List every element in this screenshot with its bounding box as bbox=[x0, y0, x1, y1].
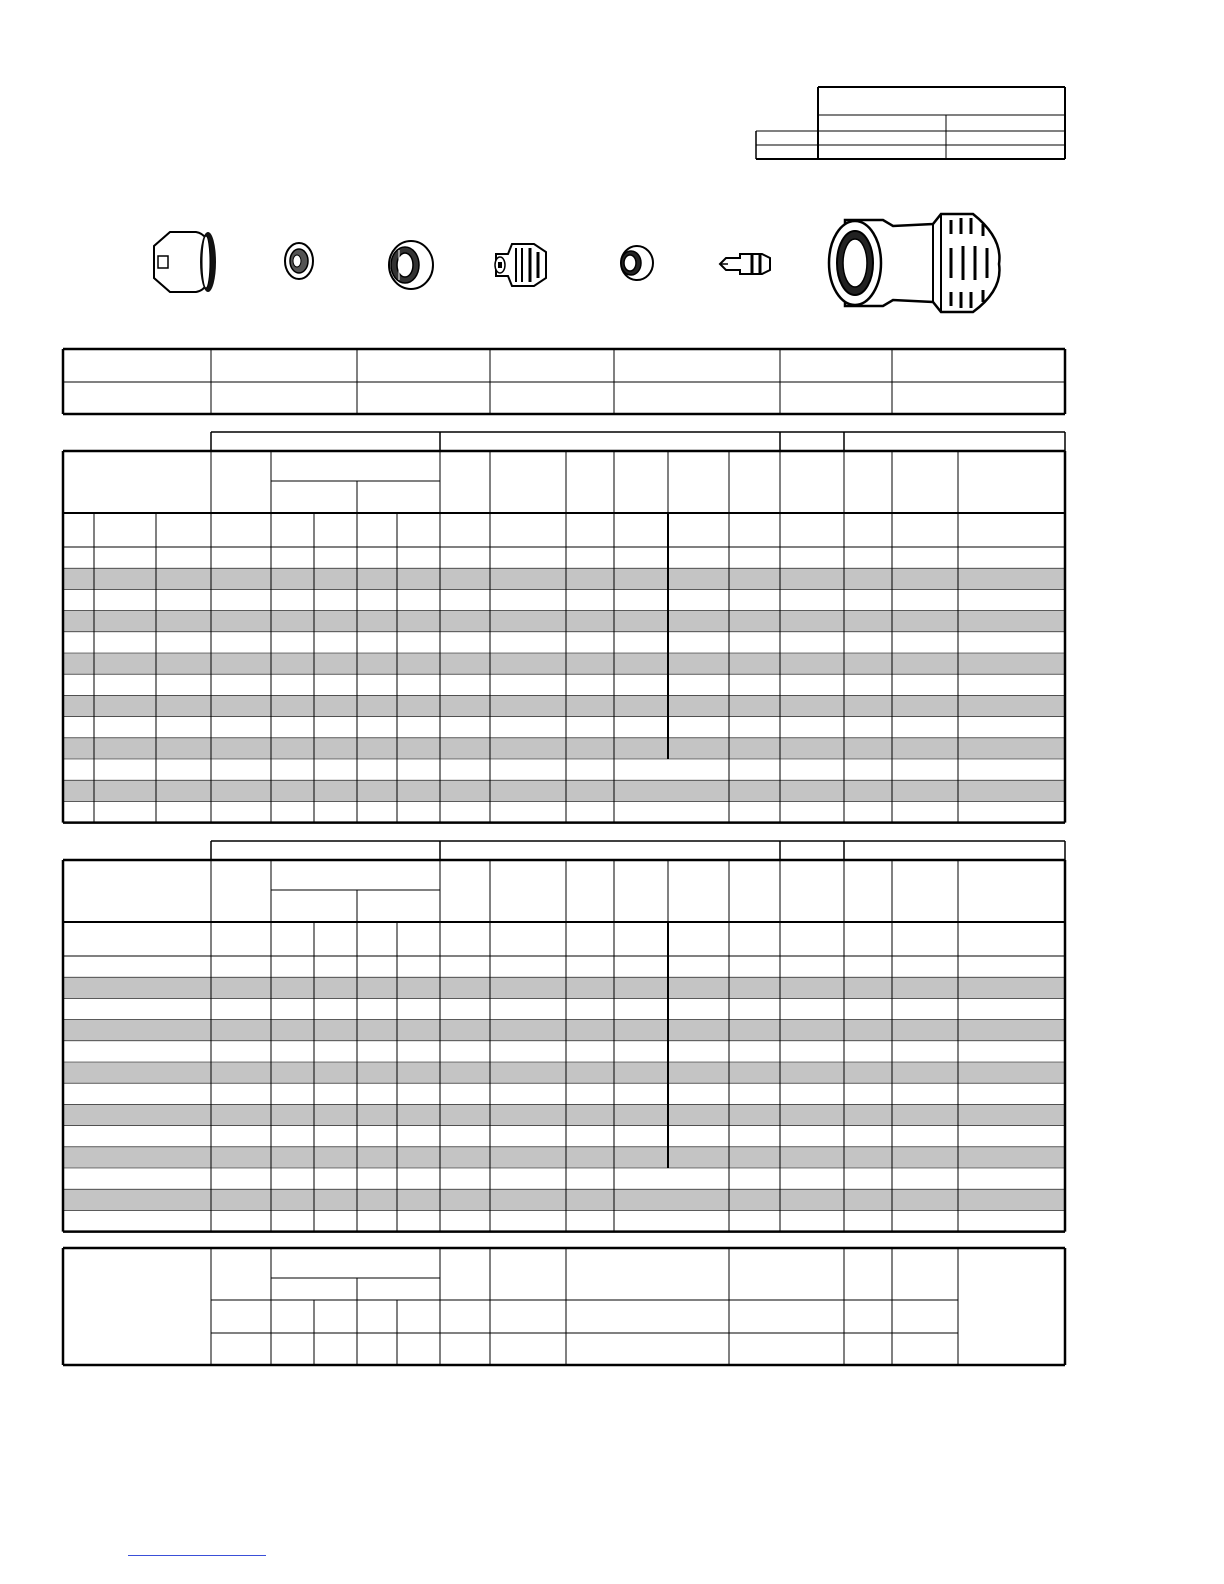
cut-chart-metric-table-row bbox=[63, 653, 1065, 674]
cut-chart-english-table-row bbox=[63, 977, 1065, 998]
cut-chart-metric-table-row bbox=[63, 780, 1065, 801]
swirl-ring-part-image bbox=[615, 243, 655, 283]
nozzle-part-image bbox=[490, 238, 550, 290]
cut-chart-english-table-row bbox=[63, 1189, 1065, 1210]
cut-chart-english-table-row bbox=[63, 1020, 1065, 1041]
cut-chart-metric-table-row bbox=[63, 568, 1065, 589]
footer-link-underline[interactable] bbox=[128, 1555, 266, 1556]
torch-body-part-image bbox=[823, 208, 1005, 318]
cut-chart-english-table-row bbox=[63, 1104, 1065, 1125]
electrode-part-image bbox=[716, 248, 774, 280]
cut-chart-english-table-row bbox=[63, 1147, 1065, 1168]
swirl-ring-small-part-image bbox=[282, 240, 316, 282]
cut-chart-metric-table-row bbox=[63, 738, 1065, 759]
cut-chart-metric-table-row bbox=[63, 611, 1065, 632]
shield-part-image bbox=[150, 226, 220, 298]
cut-chart-english-table-row bbox=[63, 1062, 1065, 1083]
cut-chart-metric-table-row bbox=[63, 695, 1065, 716]
retaining-cap-part-image bbox=[385, 238, 435, 292]
